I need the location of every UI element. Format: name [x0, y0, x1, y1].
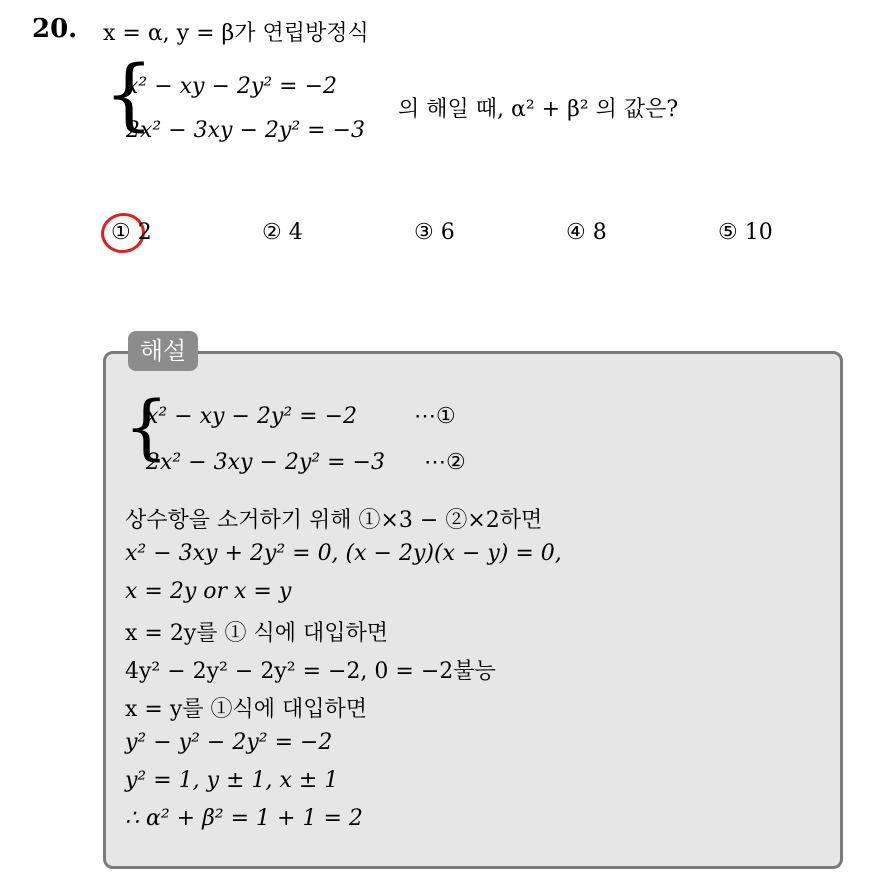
choice-1[interactable] [111, 220, 152, 245]
question-suffix: 의 해일 때, α² + β² 의 값은? [398, 97, 679, 122]
question-stem: x = α, y = β가 연립방정식 [103, 21, 369, 46]
choice-3-mark: ③ [414, 220, 434, 245]
choice-1-value: 2 [137, 220, 152, 245]
solution-line-7: y² − y² − 2y² = −2 [125, 730, 333, 755]
solution-equation-2-tag: ⋯② [424, 450, 466, 475]
solution-equation-1: x² − xy − 2y² = −2 [146, 404, 357, 429]
solution-line-4: x = 2y를 ① 식에 대입하면 [125, 621, 388, 646]
choice-1-mark: ① [111, 220, 131, 245]
choice-3[interactable] [414, 220, 455, 245]
solution-line-5: 4y² − 2y² − 2y² = −2, 0 = −2불능 [125, 659, 496, 684]
choice-5-value: 10 [744, 220, 773, 245]
system-brace: { [104, 50, 154, 140]
solution-line-8: y² = 1, y ± 1, x ± 1 [125, 768, 339, 793]
solution-equation-1-tag: ⋯① [414, 404, 456, 429]
choice-3-value: 6 [440, 220, 455, 245]
solution-line-3: x = 2y or x = y [125, 579, 292, 604]
solution-line-1: 상수항을 소거하기 위해 ①×3 − ②×2하면 [125, 508, 543, 533]
choice-2[interactable] [262, 220, 303, 245]
choice-2-value: 4 [288, 220, 303, 245]
choice-5[interactable] [718, 220, 773, 245]
system-equation-2: 2x² − 3xy − 2y² = −3 [126, 118, 365, 143]
choice-4-value: 8 [592, 220, 607, 245]
solution-line-6: x = y를 ①식에 대입하면 [125, 697, 368, 722]
choice-4[interactable] [566, 220, 607, 245]
choice-2-mark: ② [262, 220, 282, 245]
solution-tab: 해설 [128, 331, 198, 371]
solution-line-2: x² − 3xy + 2y² = 0, (x − 2y)(x − y) = 0, [125, 541, 562, 566]
question-number: 20. [32, 14, 78, 44]
solution-system-brace: { [124, 386, 169, 468]
choice-5-mark: ⑤ [718, 220, 738, 245]
choice-4-mark: ④ [566, 220, 586, 245]
system-equation-1: x² − xy − 2y² = −2 [126, 74, 337, 99]
solution-line-9: ∴ α² + β² = 1 + 1 = 2 [125, 806, 363, 831]
solution-equation-2: 2x² − 3xy − 2y² = −3 [146, 450, 385, 475]
